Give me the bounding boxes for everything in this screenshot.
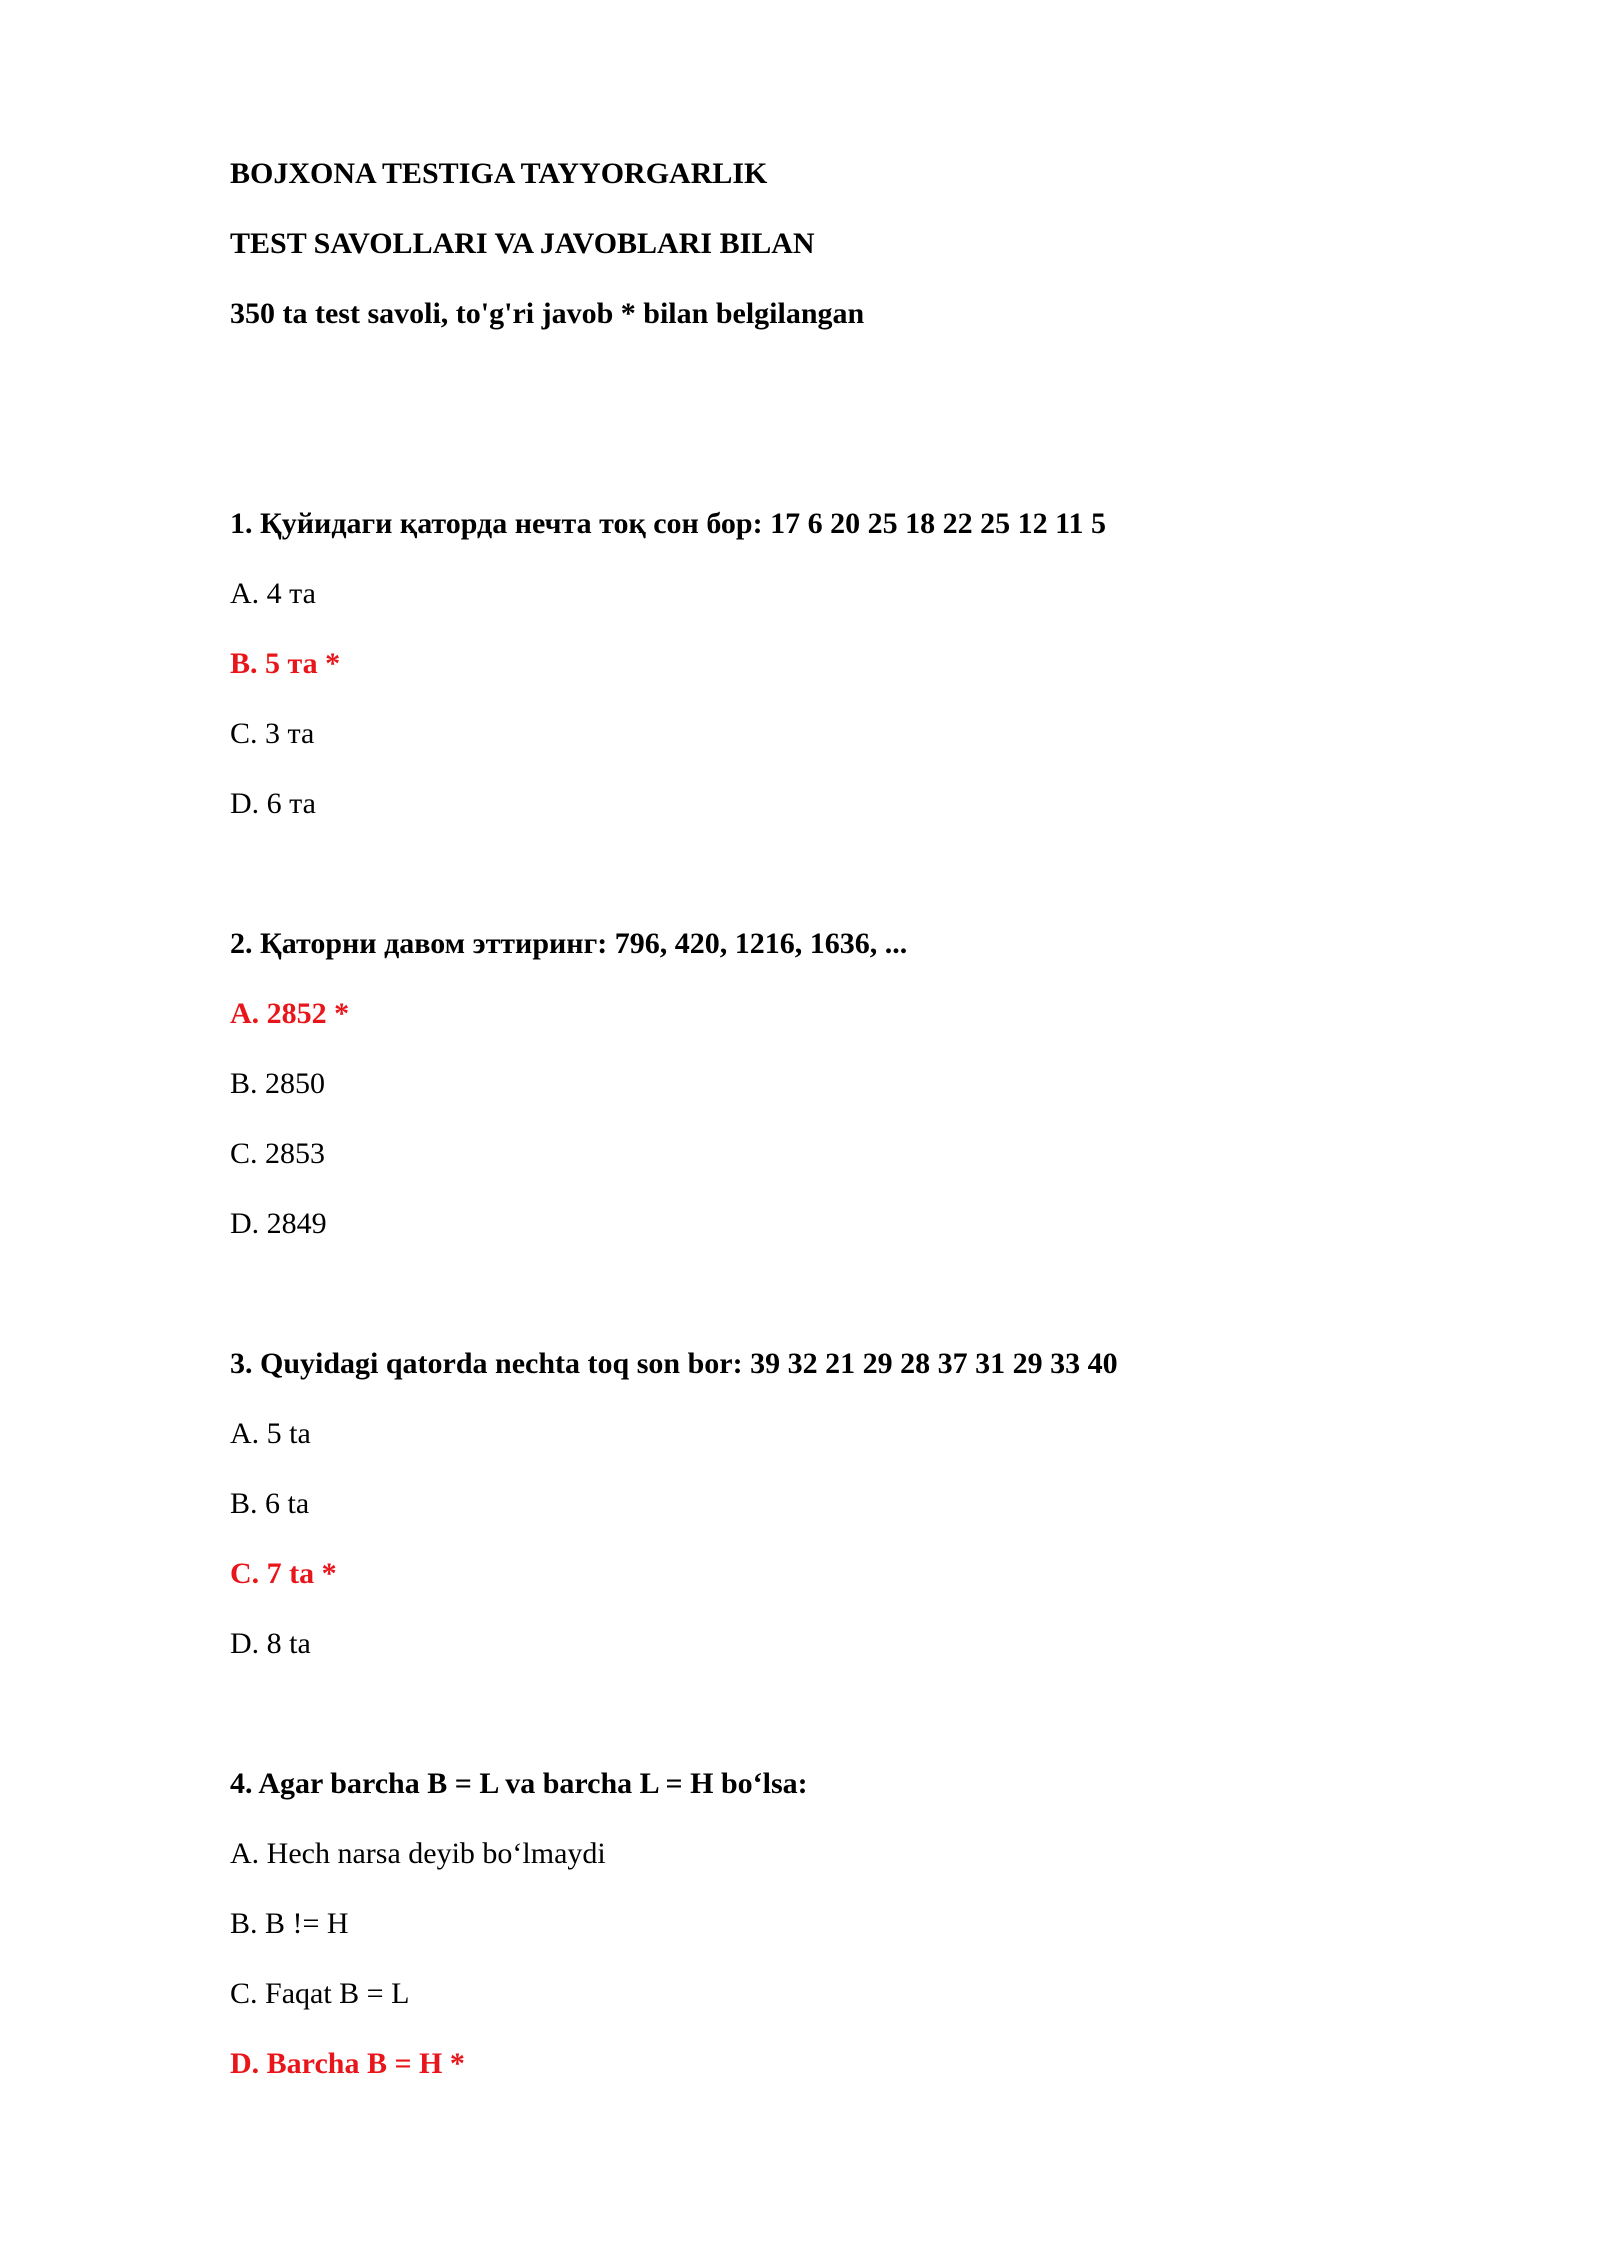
answer-option-correct: D. Barcha B = H * — [230, 2047, 465, 2080]
answer-option: B. 6 ta — [230, 1487, 310, 1520]
answer-option: D. 6 та — [230, 787, 316, 820]
answer-option: B. 2850 — [230, 1067, 326, 1100]
question-text: 4. Agar barcha B = L va barcha L = H bo‘lsa: — [230, 1767, 808, 1800]
answer-option-correct: A. 2852 * — [230, 997, 350, 1030]
document-subtitle: 350 ta test savoli, to'g'ri javob * bilan belgilangan — [230, 297, 865, 330]
answer-option: A. Hech narsa deyib bo‘lmaydi — [230, 1837, 606, 1870]
answer-option: D. 8 ta — [230, 1627, 311, 1660]
answer-option: C. Faqat B = L — [230, 1977, 410, 2010]
document-title-secondary: TEST SAVOLLARI VA JAVOBLARI BILAN — [230, 227, 815, 260]
question-text: 2. Қаторни давом эттиринг: 796, 420, 1216, 1636, ... — [230, 927, 908, 960]
answer-option-correct: B. 5 та * — [230, 647, 341, 680]
answer-option: D. 2849 — [230, 1207, 327, 1240]
answer-option: C. 2853 — [230, 1137, 326, 1170]
answer-option: C. 3 та — [230, 717, 315, 750]
question-text: 3. Quyidagi qatorda nechta toq son bor: 39 32 21 29 28 37 31 29 33 40 — [230, 1347, 1118, 1380]
answer-option: B. B != H — [230, 1907, 349, 1940]
answer-option-correct: C. 7 ta * — [230, 1557, 337, 1590]
answer-option: A. 4 та — [230, 577, 316, 610]
answer-option: A. 5 ta — [230, 1417, 311, 1450]
question-text: 1. Қуйидаги қаторда нечта тоқ сон бор: 17 6 20 25 18 22 25 12 11 5 — [230, 507, 1106, 540]
document-title: BOJXONA TESTIGA TAYYORGARLIK — [230, 157, 768, 190]
